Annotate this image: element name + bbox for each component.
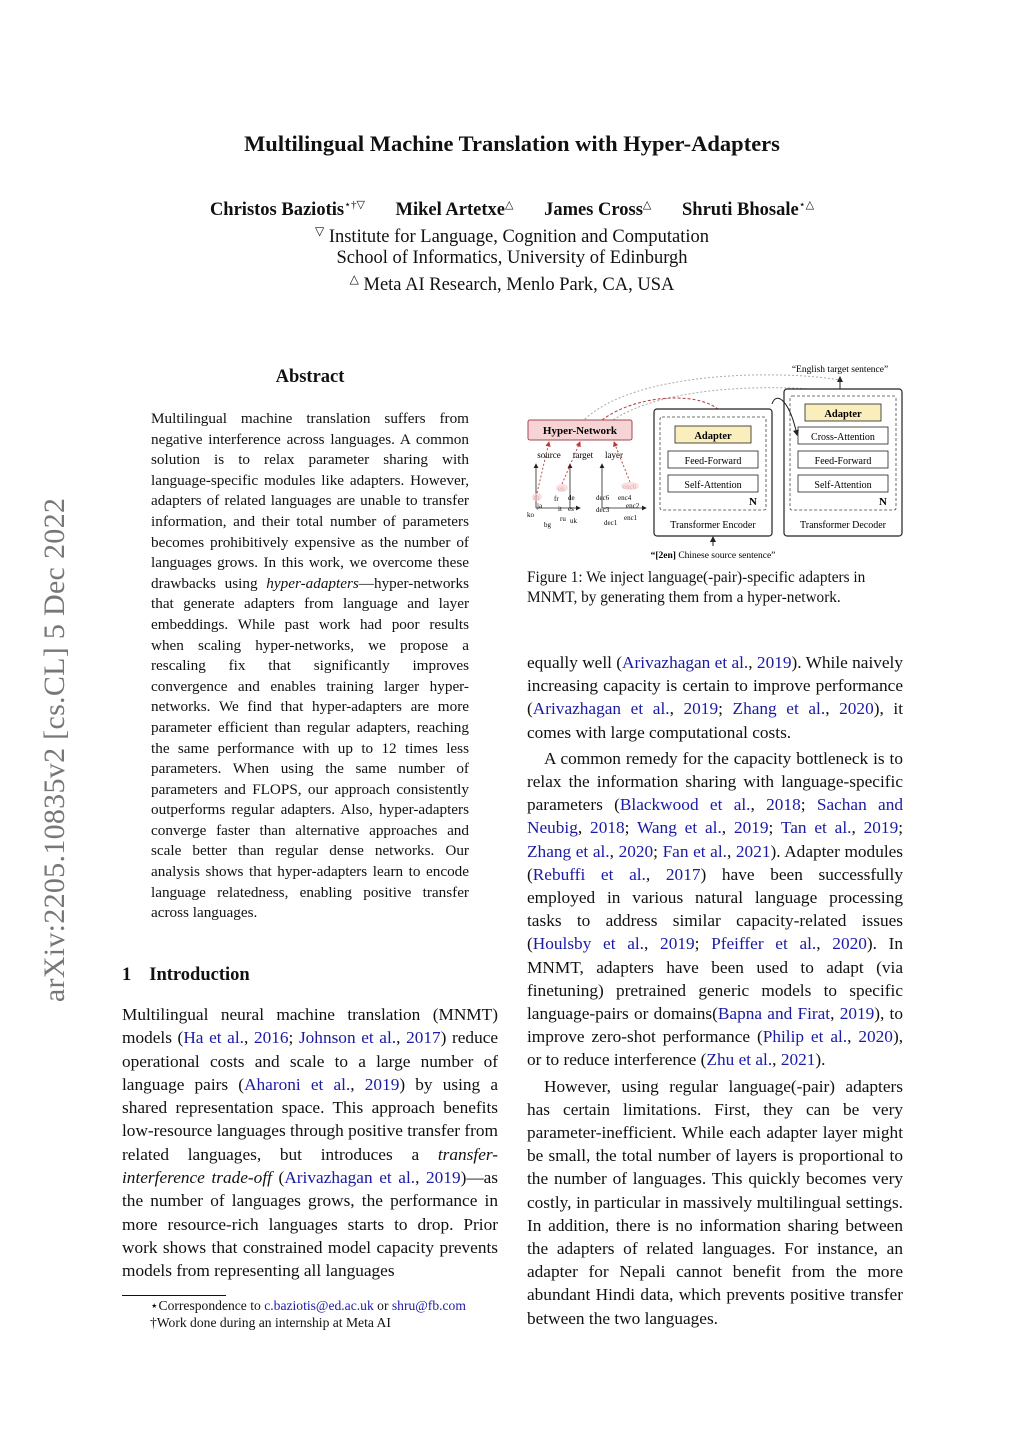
citation-link[interactable]: 2019 xyxy=(863,818,899,838)
lang-point: fr xyxy=(554,495,559,503)
layer-point: dec1 xyxy=(604,519,618,527)
citation-link[interactable]: 2019 xyxy=(683,699,719,719)
paragraph: A common remedy for the capacity bottleneck is to relax the information sharing with language-specific parameters (Blackwood et al., 2018; Sachan and Neubig, 2018; Wang et al., 2019; Tan et al., 2019; Zhang et al., 2020; Fan et al., 2021). Adapter modules (Rebuffi et al., 2017) have been successfully employed in various natural language processing tasks to address similar capacity-related issues (Houlsby et al., 2019; Pfeiffer et al., 2020). In MNMT, adapters have been used to adapt (via finetuning) pretrained generic models to specific language-pairs or domains(Bapna and Firat, 2019), to improve zero-shot performance (Philip et al., 2020), or to reduce interference (Zhu et al., 2021). xyxy=(527,748,904,1070)
decoder-ca-label: Cross-Attention xyxy=(811,432,875,443)
citation-link[interactable]: Johnson et al. xyxy=(298,1028,397,1048)
citation-link[interactable]: 2021 xyxy=(780,1050,816,1070)
emb-arrow xyxy=(562,442,580,484)
decoder-ff-label: Feed-Forward xyxy=(814,456,872,467)
footnote: ⋆Correspondence to c.baziotis@ed.ac.uk or shru@fb.com xyxy=(150,1298,466,1313)
selected-emb xyxy=(621,482,639,490)
decoder-adapter-label: Adapter xyxy=(824,409,862,420)
lang-point: bg xyxy=(544,521,551,529)
encoder-adapter-label: Adapter xyxy=(694,431,732,442)
lang-point: de xyxy=(568,494,575,502)
layer-point: enc2 xyxy=(626,502,640,510)
encoder-sa-label: Self-Attention xyxy=(684,480,742,491)
email-link[interactable]: c.baziotis@ed.ac.uk xyxy=(264,1298,374,1313)
email-link[interactable]: shru@fb.com xyxy=(391,1298,466,1313)
abstract-text: Multilingual machine translation suffers from negative interference across languages. A common solution is to relax parameter sharing with language-specific modules like adapters. However, adapters of related languages are unable to transfer information, and their total number of parameters becomes prohibitively expensive as the number of languages grows. In this work, we overcome these drawbacks using hyper-adapters—hyper-networks that generate adapters from language and layer embeddings. While past work had poor results when scaling hyper-networks, we propose a rescaling fix that significantly improves convergence and enables training larger hyper-networks. We find that hyper-adapters are more parameter efficient than regular adapters, reaching the same performance with up to 12 times less parameters. When using the same number of parameters and FLOPS, our approach consistently outperforms regular adapters. Also, hyper-adapters converge faster than alternative approaches and scale better than regular dense networks. Our analysis shows that hyper-adapters learn to encode language relatedness, enabling positive transfer across languages. xyxy=(151,410,469,922)
emb-label: target xyxy=(572,450,594,460)
citation-link[interactable]: 2019 xyxy=(733,818,769,838)
citation-link[interactable]: 2021 xyxy=(735,841,771,861)
citation-link[interactable]: 2020 xyxy=(832,934,867,954)
figure-caption: Figure 1: We inject language(-pair)-specific adapters in MNMT, by generating them from a hyper-network. xyxy=(527,569,866,606)
citation-link[interactable]: 2019 xyxy=(839,1004,875,1024)
author: Christos Baziotis⋆†▽ xyxy=(209,199,365,221)
author: Mikel Artetxe△ xyxy=(395,199,514,221)
layer-point: dec6 xyxy=(596,494,610,502)
citation-link[interactable]: Sachan and Neubig xyxy=(527,795,904,838)
decoder-title: Transformer Decoder xyxy=(800,520,886,531)
layer-point: dec3 xyxy=(596,506,610,514)
lang-point: es xyxy=(568,505,574,513)
author: Shruti Bhosale⋆△ xyxy=(682,199,815,221)
citation-link[interactable]: Philip et al. xyxy=(762,1027,848,1047)
citation-link[interactable]: 2019 xyxy=(756,653,792,672)
figure-output-label: “English target sentence” xyxy=(791,365,889,375)
citation-link[interactable]: 2020 xyxy=(858,1027,893,1047)
citation-link[interactable]: Zhu et al. xyxy=(706,1050,773,1070)
citation-link[interactable]: Arivazhagan et al. xyxy=(284,1168,416,1188)
emb-label: layer xyxy=(605,450,623,460)
citation-link[interactable]: Arivazhagan et al. xyxy=(622,653,749,672)
citation-link[interactable]: 2016 xyxy=(253,1028,289,1048)
citation-link[interactable]: 2019 xyxy=(364,1074,400,1094)
citation-link[interactable]: Pfeiffer et al. xyxy=(711,934,817,954)
arxiv-stamp: arXiv:2205.10835v2 [cs.CL] 5 Dec 2022 xyxy=(38,497,71,1003)
citation-link[interactable]: 2020 xyxy=(618,841,654,861)
paragraph: However, using regular language(-pair) adapters has certain limitations. First, they can be very parameter-inefficient. While each adapter layer might be small, the total number of layers is proportional to the number of languages. This quickly becomes very costly, in particular in massively multilingual settings. In addition, there is no information sharing between the adapters of related languages. For instance, an adapter for Nepali cannot benefit from the more abundant Hindi data, which prevents positive transfer between the two languages. xyxy=(527,1076,903,1328)
citation-link[interactable]: Ha et al. xyxy=(183,1028,244,1048)
citation-link[interactable]: Aharoni et al. xyxy=(244,1074,351,1094)
emb-arrow xyxy=(614,442,630,482)
decoder-sa-label: Self-Attention xyxy=(814,480,872,491)
citation-link[interactable]: 2020 xyxy=(839,699,874,719)
affiliation: ▽ Institute for Language, Cognition and Computation xyxy=(314,224,710,248)
citation-link[interactable]: Zhang et al. xyxy=(527,841,610,861)
right-column xyxy=(527,651,903,1330)
layer-point: enc1 xyxy=(624,514,638,522)
lang-point: ja xyxy=(537,502,543,510)
citation-link[interactable]: 2019 xyxy=(660,934,695,954)
lang-point: uk xyxy=(570,517,577,525)
citation-link[interactable]: Arivazhagan et al. xyxy=(532,699,670,719)
paper-title: Multilingual Machine Translation with Hyper-Adapters xyxy=(244,131,780,156)
footnotes xyxy=(150,1297,510,1331)
citation-link[interactable]: 2018 xyxy=(766,795,801,815)
footnote: †Work done during an internship at Meta AI xyxy=(150,1315,391,1330)
citation-link[interactable]: 2017 xyxy=(406,1028,441,1048)
lang-point: it xyxy=(558,505,562,513)
decoder-n: N xyxy=(879,496,887,508)
selected-emb xyxy=(532,493,542,501)
author: James Cross△ xyxy=(544,199,652,221)
citation-link[interactable]: Tan et al. xyxy=(780,818,852,838)
citation-link[interactable]: Houlsby et al. xyxy=(532,934,645,954)
figure-input-label: “[2en] Chinese source sentence” xyxy=(650,551,776,561)
figure-hyper-adapters xyxy=(522,360,907,565)
affiliation: △ Meta AI Research, Menlo Park, CA, USA xyxy=(349,272,675,296)
citation-link[interactable]: Blackwood et al. xyxy=(619,795,751,815)
encoder-title: Transformer Encoder xyxy=(670,520,756,531)
layer-point: enc4 xyxy=(618,494,632,502)
citation-link[interactable]: 2017 xyxy=(665,864,701,884)
hyper-network-label: Hyper-Network xyxy=(542,425,618,437)
emb-label: source xyxy=(537,450,561,460)
citation-link[interactable]: Fan et al. xyxy=(662,841,727,861)
citation-link[interactable]: 2019 xyxy=(426,1168,461,1188)
citation-link[interactable]: Zhang et al. xyxy=(732,699,826,719)
author-list xyxy=(0,198,1024,221)
selected-emb xyxy=(556,484,568,492)
footnote-rule xyxy=(122,1295,226,1296)
affiliation: School of Informatics, University of Edinburgh xyxy=(336,248,688,268)
lang-point: ru xyxy=(560,515,566,523)
citation-link[interactable]: Wang et al. xyxy=(636,818,722,838)
lang-point: ko xyxy=(527,511,534,519)
encoder-n: N xyxy=(749,496,757,508)
citation-link[interactable]: 2018 xyxy=(590,818,625,838)
citation-link[interactable]: Rebuffi et al. xyxy=(532,864,646,884)
intro-paragraph: Multilingual neural machine translation (MNMT) models (Ha et al., 2016; Johnson et al., 2017) reduce operational costs and scale to a large number of language pairs (Aharoni et al., 2019) by using a shared representation space. This approach benefits low-resource languages through positive transfer from related languages, but introduces a transfer-interference trade-off (Arivazhagan et al., 2019)—as the number of languages grows, the performance in more resource-rich languages starts to drop. Prior work shows that constrained model capacity prevents models from representing all languages xyxy=(122,1005,499,1281)
paragraph: equally well (Arivazhagan et al., 2019). While naively increasing capacity is certain to improve performance (Arivazhagan et al., 2019; Zhang et al., 2020), it comes with large computational costs. xyxy=(527,653,904,742)
encoder-ff-label: Feed-Forward xyxy=(684,456,742,467)
abstract-heading: Abstract xyxy=(275,367,345,387)
section-heading: 1 Introduction xyxy=(122,965,250,985)
citation-link[interactable]: Bapna and Firat xyxy=(717,1004,831,1024)
